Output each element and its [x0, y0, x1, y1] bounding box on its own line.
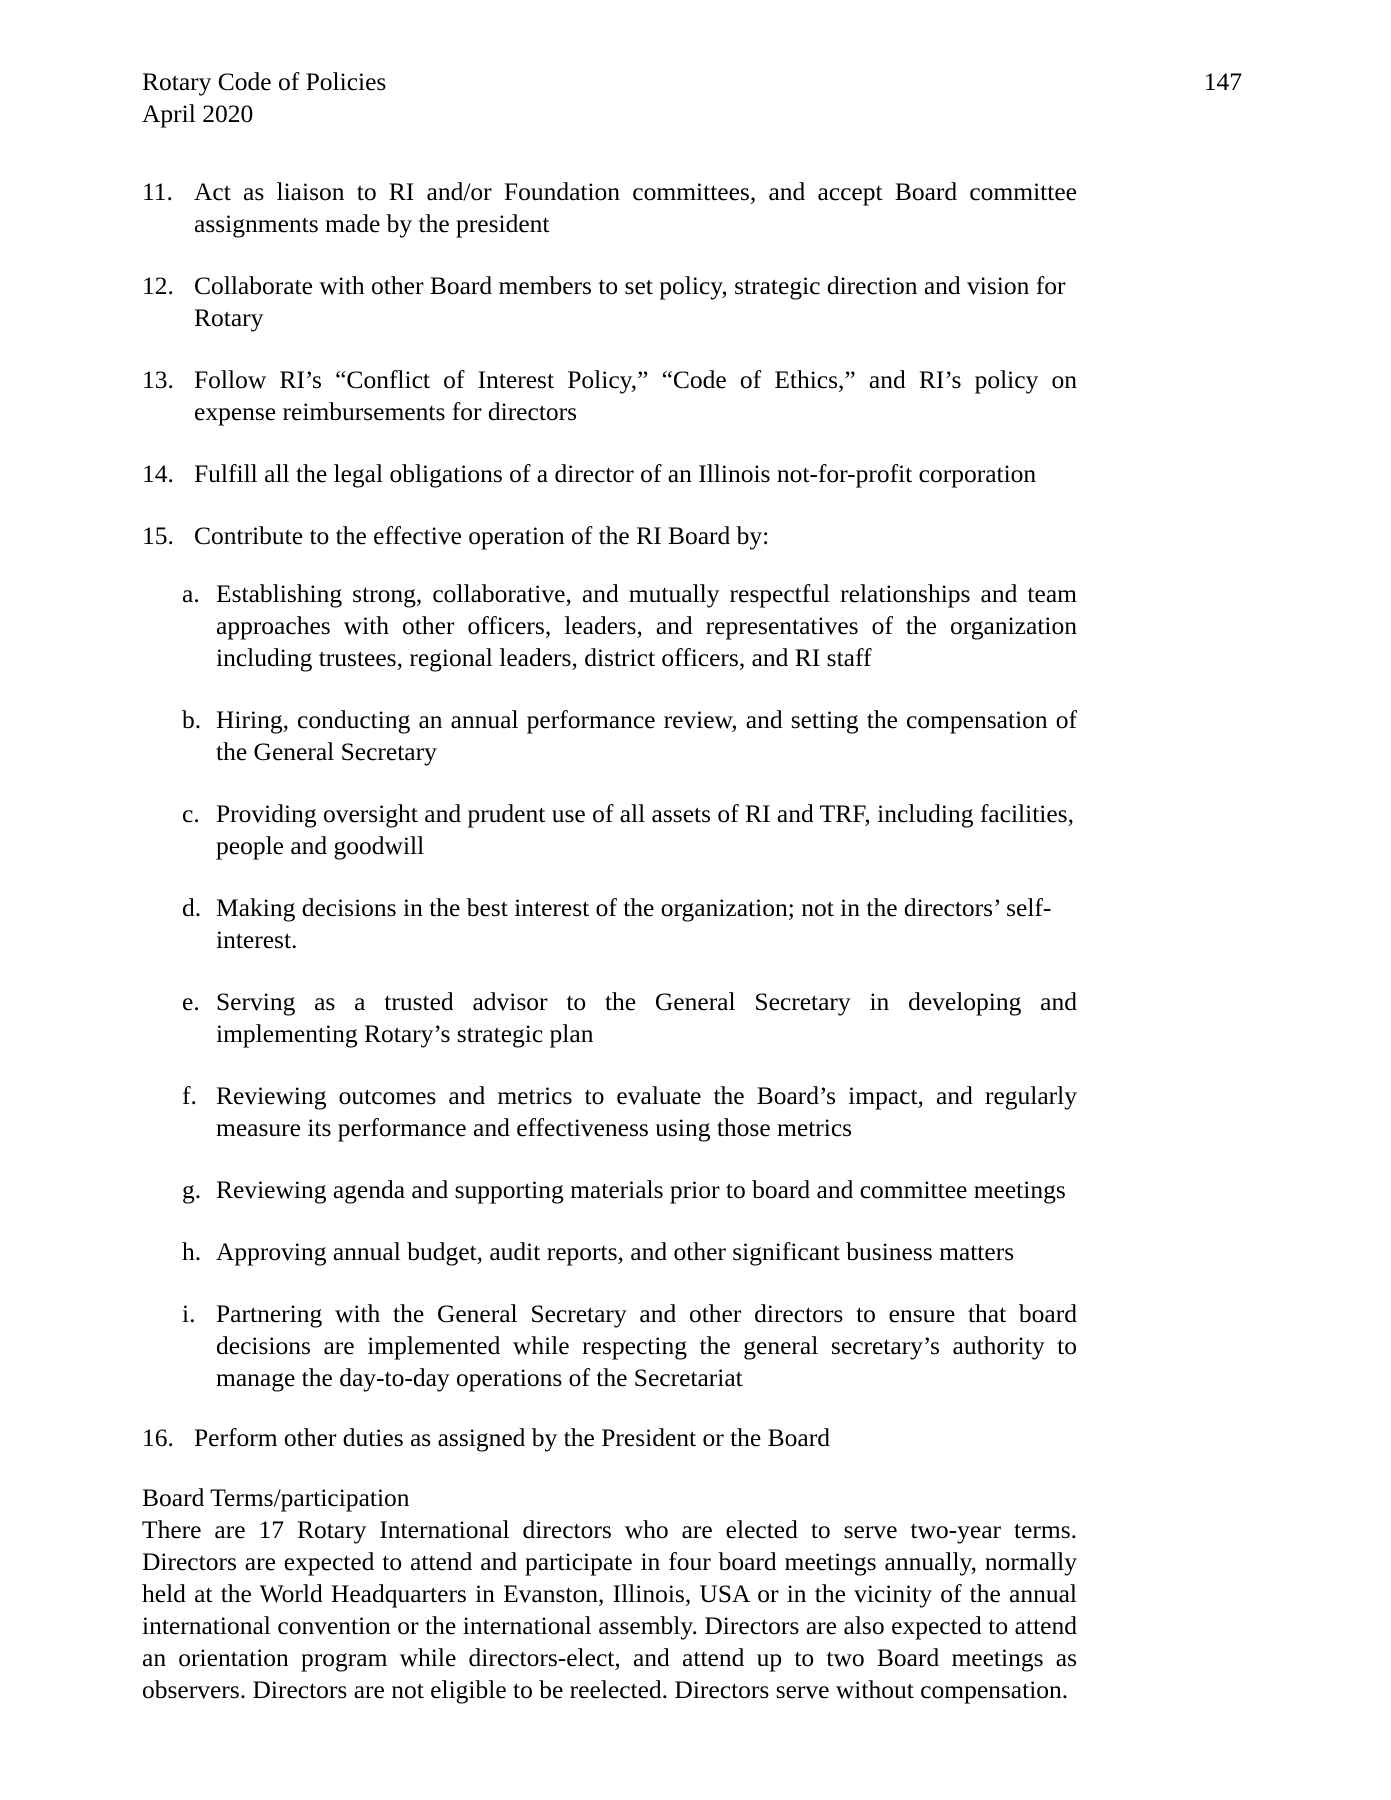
document-title: Rotary Code of Policies	[142, 67, 387, 96]
sub-list-marker: i.	[182, 1299, 196, 1328]
list-item-text: Collaborate with other Board members to set policy, strategic direction and vision for Rotary	[194, 271, 1066, 332]
sub-list-item	[182, 1174, 1077, 1206]
sub-list-item-text: Approving annual budget, audit reports, and other significant business matters	[216, 1237, 1015, 1266]
sub-list-item	[182, 704, 1077, 768]
sub-list-item-text: Reviewing agenda and supporting materials prior to board and committee meetings	[216, 1175, 1066, 1204]
sub-list-marker: d.	[182, 893, 202, 922]
list-item	[142, 520, 1077, 552]
closing-section	[142, 1482, 1077, 1706]
sub-list-item-text: Serving as a trusted advisor to the General Secretary in developing and implementing Rotary’s strategic plan	[216, 987, 1077, 1048]
sub-list-item	[182, 986, 1077, 1050]
document-date: April 2020	[142, 99, 254, 128]
document-body	[142, 176, 1077, 1706]
list-item	[142, 1422, 1077, 1454]
list-item	[142, 270, 1077, 334]
sub-list-marker: c.	[182, 799, 200, 828]
sub-list-item	[182, 798, 1077, 862]
list-marker: 14.	[142, 459, 174, 488]
list-item-text: Contribute to the effective operation of the RI Board by:	[194, 521, 770, 550]
page-number: 147	[1203, 67, 1242, 96]
list-item	[142, 458, 1077, 490]
sub-list-marker: g.	[182, 1175, 202, 1204]
list-marker: 13.	[142, 365, 174, 394]
list-marker: 16.	[142, 1423, 174, 1452]
sub-list-item-text: Hiring, conducting an annual performance review, and setting the compensation of the General Secretary	[216, 705, 1077, 766]
sub-list-marker: b.	[182, 705, 202, 734]
list-marker: 12.	[142, 271, 174, 300]
sub-list	[182, 578, 1077, 1394]
sub-list-item	[182, 1236, 1077, 1268]
section-paragraph: There are 17 Rotary International directors who are elected to serve two-year terms. Directors are expected to attend and participate in four board meetings annually, normally held at the World Headquarters in Evanston, Illinois, USA or in the vicinity of the annual international convention or the international assembly. Directors are also expected to attend an orientation program while directors-elect, and attend up to two Board meetings as observers. Directors are not eligible to be reelected. Directors serve without compensation.	[142, 1515, 1077, 1704]
sub-list-item	[182, 1298, 1077, 1394]
sub-list-marker: h.	[182, 1237, 202, 1266]
sub-list-item-text: Partnering with the General Secretary and other directors to ensure that board decisions are implemented while respecting the general secretary’s authority to manage the day-to-day operations of the Secretariat	[216, 1299, 1077, 1392]
sub-list-item-text: Making decisions in the best interest of the organization; not in the directors’ self-interest.	[216, 893, 1052, 954]
sub-list-item	[182, 578, 1077, 674]
sub-list-item	[182, 892, 1077, 956]
list-marker: 11.	[142, 177, 173, 206]
list-item-text: Act as liaison to RI and/or Foundation committees, and accept Board committee assignments made by the president	[194, 177, 1077, 238]
list-item	[142, 176, 1077, 240]
sub-list-marker: f.	[182, 1081, 197, 1110]
sub-list-marker: a.	[182, 579, 200, 608]
header-top-row	[142, 66, 1242, 97]
list-marker: 15.	[142, 521, 174, 550]
document-header	[142, 66, 1242, 129]
sub-list-item	[182, 1080, 1077, 1144]
section-heading: Board Terms/participation	[142, 1483, 410, 1512]
sub-list-item-text: Providing oversight and prudent use of all assets of RI and TRF, including facilities, people and goodwill	[216, 799, 1074, 860]
list-item-text: Perform other duties as assigned by the President or the Board	[194, 1423, 830, 1452]
list-item-text: Fulfill all the legal obligations of a director of an Illinois not-for-profit corporation	[194, 459, 1037, 488]
list-item	[142, 364, 1077, 428]
sub-list-marker: e.	[182, 987, 200, 1016]
sub-list-item-text: Establishing strong, collaborative, and mutually respectful relationships and team approaches with other officers, leaders, and representatives of the organization including trustees, regional leaders, district officers, and RI staff	[216, 579, 1077, 672]
list-item-text: Follow RI’s “Conflict of Interest Policy,” “Code of Ethics,” and RI’s policy on expense reimbursements for directors	[194, 365, 1077, 426]
sub-list-item-text: Reviewing outcomes and metrics to evaluate the Board’s impact, and regularly measure its performance and effectiveness using those metrics	[216, 1081, 1077, 1142]
